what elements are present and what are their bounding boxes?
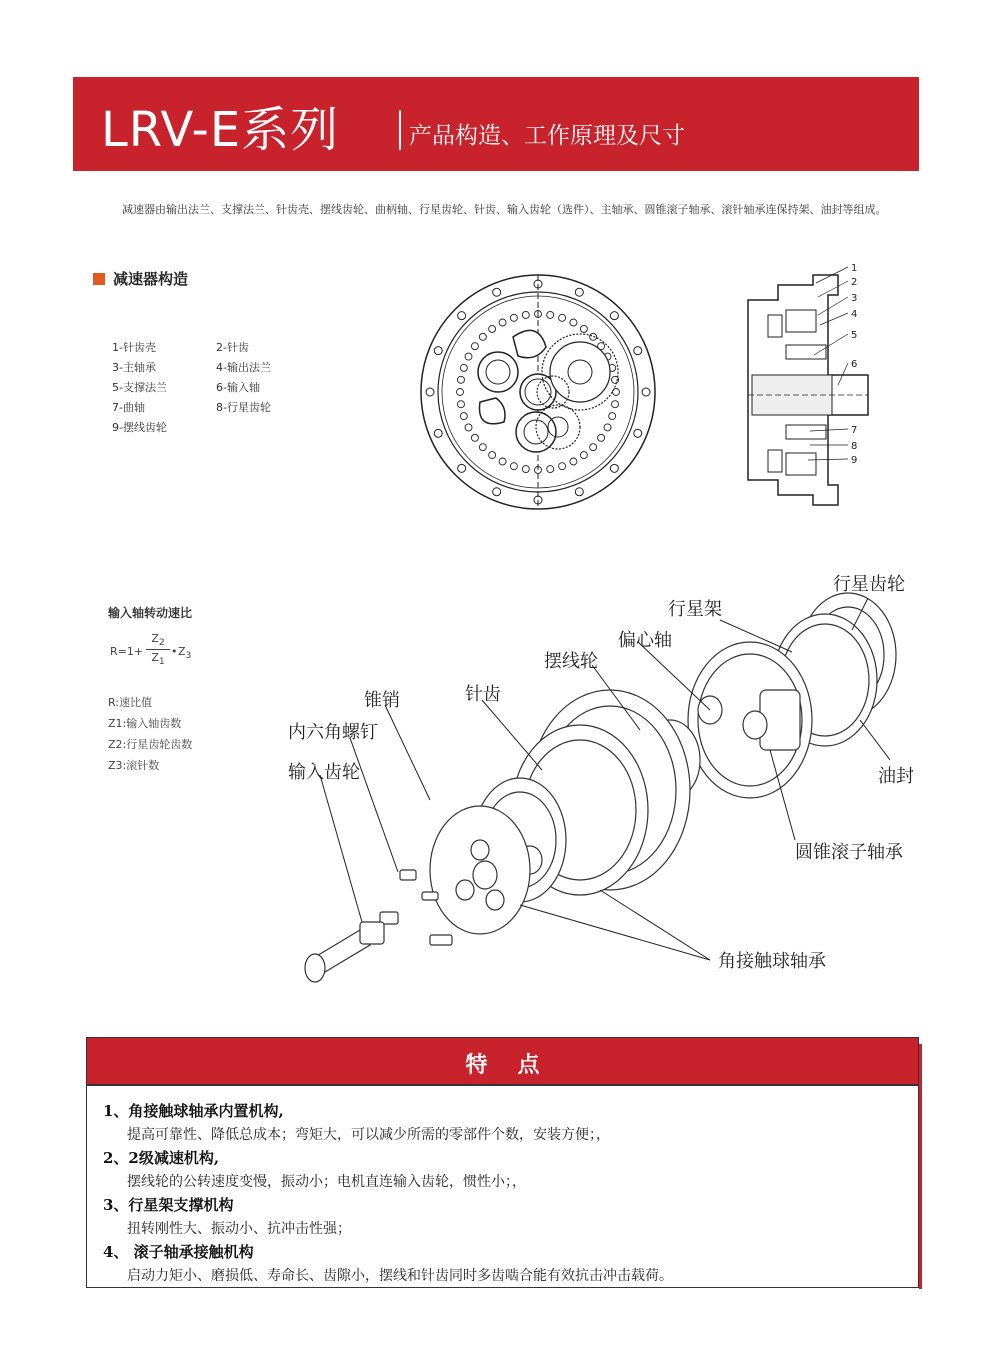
callout-number: 8 bbox=[851, 441, 858, 452]
label-taper-pin: 锥销 bbox=[364, 690, 400, 711]
features-heading: 特点 bbox=[465, 1053, 570, 1078]
ratio-var: R:速比值 bbox=[108, 696, 153, 709]
ratio-dot: • bbox=[171, 645, 178, 658]
features-accent bbox=[919, 1044, 922, 1289]
label-angular-bearing: 角接触球轴承 bbox=[718, 951, 826, 972]
feature-desc: 启动力矩小、磨损低、寿命长、齿隙小，摆线和针齿同时多齿啮合能有效抗击冲击载荷。 bbox=[127, 1268, 673, 1284]
part-item: 7-曲轴 bbox=[112, 401, 145, 414]
part-item: 3-主轴承 bbox=[112, 361, 156, 374]
label-planet-gear: 行星齿轮 bbox=[833, 574, 905, 595]
callout-number: 1 bbox=[851, 263, 858, 274]
reducer-section-view bbox=[738, 255, 878, 525]
page-subtitle: 产品构造、工作原理及尺寸 bbox=[409, 123, 685, 149]
part-item: 8-行星齿轮 bbox=[216, 401, 271, 414]
features-list bbox=[103, 1100, 673, 1288]
feature-item bbox=[103, 1147, 673, 1194]
ratio-numerator: Z bbox=[151, 632, 159, 645]
feature-item bbox=[103, 1100, 673, 1147]
callout-number: 2 bbox=[851, 277, 858, 288]
ratio-denominator: Z bbox=[151, 651, 159, 665]
ratio-var: Z2:行星齿轮齿数 bbox=[108, 738, 193, 751]
ratio-denominator-sub: 1 bbox=[158, 656, 165, 668]
ratio-z3-sub: 3 bbox=[185, 650, 192, 662]
feature-desc: 摆线轮的公转速度变慢，振动小；电机直连输入齿轮，惯性小；， bbox=[127, 1174, 526, 1190]
ratio-variables bbox=[108, 692, 192, 776]
callout-number: 6 bbox=[851, 359, 858, 370]
feature-desc: 提高可靠性、降低总成本；弯矩大，可以减少所需的零部件个数，安装方便；， bbox=[127, 1127, 610, 1143]
part-item: 5-支撑法兰 bbox=[112, 381, 167, 394]
label-hex-screw: 内六角螺钉 bbox=[288, 722, 378, 743]
intro-paragraph: 减速器由输出法兰、支撑法兰、针齿壳、摆线齿轮、曲柄轴、行星齿轮、针齿、输入齿轮（选件）、主轴承、圆锥滚子轴承、滚针轴承连保持架、油封等组成。 bbox=[122, 203, 887, 216]
features-panel bbox=[86, 1037, 919, 1288]
label-cycloid-wheel: 摆线轮 bbox=[544, 651, 598, 672]
ratio-formula bbox=[110, 632, 270, 672]
feature-title: 3、行星架支撑机构 bbox=[103, 1196, 234, 1214]
label-oil-seal: 油封 bbox=[878, 766, 914, 787]
feature-desc: 扭转刚性大、振动小、抗冲击性强； bbox=[127, 1221, 351, 1237]
part-item: 2-针齿 bbox=[216, 341, 249, 354]
structure-heading-label: 减速器构造 bbox=[113, 270, 189, 288]
label-taper-roller-bearing: 圆锥滚子轴承 bbox=[795, 842, 903, 863]
header-banner bbox=[73, 77, 919, 171]
label-input-gear: 输入齿轮 bbox=[288, 762, 360, 783]
feature-item bbox=[103, 1241, 673, 1288]
callout-number: 7 bbox=[851, 425, 858, 436]
part-item: 4-输出法兰 bbox=[216, 361, 271, 374]
features-header bbox=[87, 1038, 918, 1086]
exploded-view-diagram bbox=[280, 560, 940, 1000]
ratio-lhs: R=1+ bbox=[110, 645, 144, 658]
parts-legend bbox=[112, 340, 332, 436]
header-divider bbox=[399, 110, 401, 150]
callout-number: 3 bbox=[851, 293, 858, 304]
part-item: 1-针齿壳 bbox=[112, 341, 156, 354]
page-title: LRV-E系列 bbox=[101, 102, 340, 158]
ratio-title: 输入轴转动速比 bbox=[108, 606, 193, 620]
heading-square-icon bbox=[93, 273, 105, 285]
ratio-z3: Z bbox=[178, 645, 186, 658]
reducer-front-view bbox=[418, 272, 658, 512]
feature-title: 2、2级减速机构, bbox=[103, 1149, 220, 1167]
ratio-var: Z1:输入轴齿数 bbox=[108, 717, 182, 730]
ratio-numerator-sub: 2 bbox=[158, 637, 165, 649]
ratio-var: Z3:滚针数 bbox=[108, 759, 160, 772]
feature-title: 1、角接触球轴承内置机构, bbox=[103, 1102, 284, 1120]
callout-number: 5 bbox=[851, 330, 858, 341]
feature-title: 4、 滚子轴承接触机构 bbox=[103, 1243, 254, 1261]
ratio-fraction bbox=[146, 632, 170, 667]
part-item: 9-摆线齿轮 bbox=[112, 421, 167, 434]
part-item: 6-输入轴 bbox=[216, 381, 260, 394]
label-planet-carrier: 行星架 bbox=[668, 599, 722, 620]
callout-number: 4 bbox=[851, 309, 858, 320]
label-pin-tooth: 针齿 bbox=[465, 684, 501, 705]
callout-number: 9 bbox=[851, 455, 858, 466]
label-eccentric-shaft: 偏心轴 bbox=[618, 630, 672, 651]
feature-item bbox=[103, 1194, 673, 1241]
structure-heading bbox=[93, 268, 188, 289]
